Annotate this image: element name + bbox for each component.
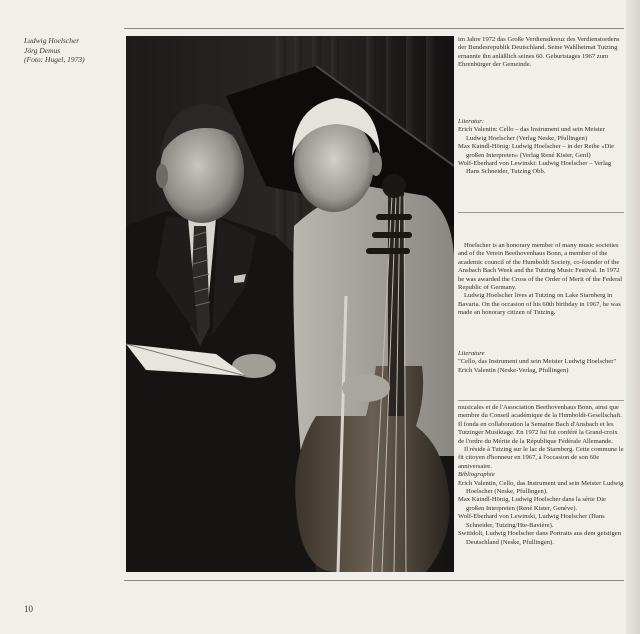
page-spine-shadow <box>626 0 640 634</box>
bottom-rule <box>124 580 624 581</box>
german-intro-paragraph: im Jahre 1972 das Große Verdienstkreuz des Verdienstordens der Bundesrepublik Deutschland. Seine Wahlheimat Tutzing ernannte ihn anläßlich seines 60. Geburtstages 1967 zum Ehrenbürger der Gemeinde. <box>458 36 620 69</box>
english-paragraph-2: Ludwig Hoelscher lives at Tutzing on Lake Starnberg in Bavaria. On the occasion of his 60th birthday in 1967, he was made an honorary citizen of Tutzing. <box>458 292 621 317</box>
german-literature-heading: Literatur: <box>458 118 485 125</box>
german-literature-entry: Max Kaindl-Hönig: Ludwig Hoelscher – in der Reihe »Die großen Interpreten« (Verlag René Kister, Genf) <box>458 143 615 159</box>
english-literature-heading: Literature <box>458 350 485 357</box>
french-bibliography-entry: Erich Valentin, Cello, das Instrument und sein Meister Ludwig Hoelscher (Neske, Pfullingen). <box>458 479 624 496</box>
french-bibliography-entry: Wolf-Eberhard von Lewinski, Ludwig Hoelscher (Hans Schneider, Tutzing/Hte-Bavière). <box>458 513 605 529</box>
german-intro-text <box>458 36 624 70</box>
photograph-illustration <box>126 36 454 572</box>
caption-line: Ludwig Hoelscher <box>24 36 80 45</box>
french-text <box>458 404 624 547</box>
english-text <box>458 242 624 318</box>
french-bibliography-entry: Max Kaindl-Hönig, Ludwig Hoelscher dans la série Die großen Interpreten (René Kister, Genève). <box>458 496 606 512</box>
french-paragraph-2: Il réside à Tutzing sur le lac de Starnberg. Cette commune le fit citoyen d'honneur en 1967, à l'occasion de son 60e anniversaire. <box>458 446 624 470</box>
french-bibliography-entry: Switidolt, Ludwig Hoelscher dans Portraits aus dem geistigen Deutschland (Neske, Pfullingen). <box>458 530 621 546</box>
german-literature-entry: Wolf-Eberhard von Lewinski: Ludwig Hoelscher – Verlag Hans Schneider, Tutzing Obb. <box>458 160 612 176</box>
column-divider-2 <box>458 400 624 401</box>
column-divider-1 <box>458 212 624 213</box>
photograph-hoelscher-demus <box>126 36 454 572</box>
german-literature <box>458 118 624 177</box>
french-paragraph-1: musicales et de l'Association Beethovenhaus Bonn, ainsi que membre du Conseil académique de la Humboldt-Gesellschaft. Il fonda en collaboration la Semaine Bach d'Ansbach et les Tutzinger Musiktage. En 1972 lui fut conféré la Grand-croix de l'ordre du Mérite de la République Fédérale Allemande. <box>458 404 622 445</box>
french-bibliography-heading: Bibliographie <box>458 471 495 479</box>
german-literature-entry: Erich Valentin: Cello – das Instrument und sein Meister Ludwig Hoelscher (Verlag Neske, Pfullingen) <box>458 126 605 142</box>
page-number: 10 <box>24 604 33 614</box>
english-literature <box>458 350 624 375</box>
photo-caption <box>24 36 120 65</box>
caption-line: Jörg Demus <box>24 45 61 55</box>
top-rule <box>124 28 624 29</box>
caption-line: (Foto: Hugel, 1973) <box>24 55 85 64</box>
english-paragraph-1: Hoelscher is an honorary member of many music societies and of the Verein Beethovenhaus Bonn, a member of the academic council of the Humboldt Society, co-founder of the Ansbach Bach Week and the Tutzing Music Festival. In 1972 he was awarded the Cross of the Order of Merit of the Federal Republic of Germany. <box>458 242 623 292</box>
english-literature-entry: "Cello, das Instrument und sein Meister Ludwig Hoelscher" Erich Valentin (Neske-Verlag, Pfullingen) <box>458 358 617 374</box>
